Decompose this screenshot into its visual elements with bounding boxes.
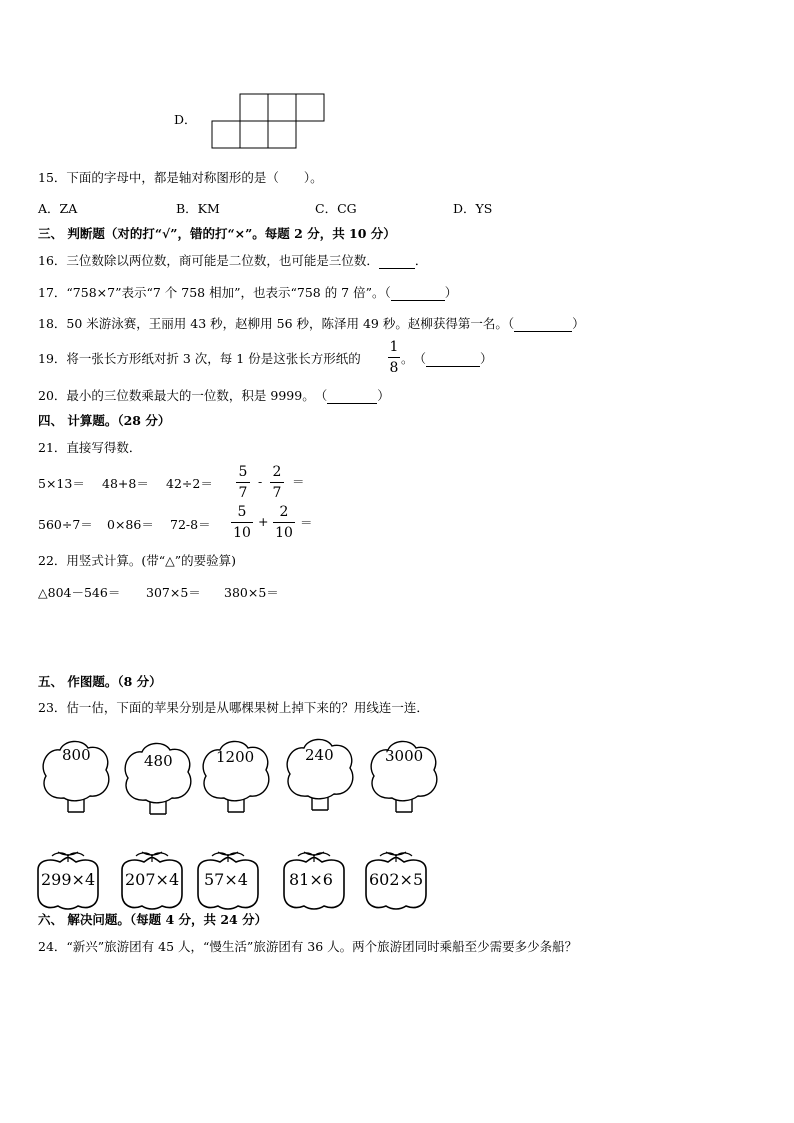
q21-row1-operator: - <box>258 474 263 489</box>
tree-label[interactable]: 480 <box>144 752 173 770</box>
tree-label[interactable]: 240 <box>305 746 334 764</box>
section5-heading: 五、 作图题。（8 分） <box>38 674 162 689</box>
q18-question <box>38 314 585 332</box>
fraction-denominator: 10 <box>233 525 251 541</box>
q19-answer-blank[interactable] <box>426 351 480 367</box>
q15-option-d[interactable]: D．YS <box>453 201 493 216</box>
q21-item: 5×13＝ <box>38 476 85 491</box>
q18-text: 18．50 米游泳赛，王丽用 43 秒，赵柳用 56 秒，陈泽用 49 秒。赵柳获得第一名。（ <box>38 316 515 331</box>
q22-question: 22．用竖式计算。(带“△”的要验算) <box>38 553 237 568</box>
fraction-denominator: 7 <box>272 485 282 501</box>
fraction-numerator: 2 <box>272 464 282 480</box>
q16-text: 16．三位数除以两位数，商可能是二位数，也可能是三位数． <box>38 253 379 268</box>
q21-row1-fraction-a <box>236 465 250 500</box>
q19-fraction-numerator: 1 <box>389 339 399 355</box>
q20-text: 20．最小的三位数乘最大的一位数，积是 9999。 （ <box>38 388 328 403</box>
fraction-bar <box>270 482 284 483</box>
section6-heading: 六、 解决问题。（每题 4 分，共 24 分） <box>38 912 268 927</box>
q19-after: 。 （ <box>401 351 427 366</box>
q15-option-c[interactable]: C．CG <box>315 201 357 216</box>
q18-answer-blank[interactable] <box>514 316 572 332</box>
fraction-bar <box>273 522 295 523</box>
q21-row2-fraction-b <box>273 505 295 540</box>
q15-option-b[interactable]: B．KM <box>176 201 220 216</box>
q20-answer-blank[interactable] <box>327 388 377 404</box>
q21-row2-equals: ＝ <box>300 515 313 530</box>
q19-question: 19．将一张长方形纸对折 3 次，每 1 份是这张长方形纸的 <box>38 351 361 366</box>
q17-end: ） <box>444 285 458 300</box>
q15-option-a[interactable]: A．ZA <box>38 201 78 216</box>
fraction-denominator: 7 <box>238 485 248 501</box>
q22-item: △804－546＝ <box>38 585 121 600</box>
q23-question: 23．估一估，下面的苹果分别是从哪棵果树上掉下来的？用线连一连． <box>38 700 429 715</box>
q21-row2-fraction-a <box>231 505 253 540</box>
q17-answer-blank[interactable] <box>391 285 445 301</box>
q19-fraction <box>388 340 400 375</box>
q16-end: ． <box>414 253 428 268</box>
tree-label[interactable]: 800 <box>62 746 91 764</box>
apple-label[interactable]: 207×4 <box>125 870 180 889</box>
q19-fraction-bar <box>388 357 400 358</box>
fraction-bar <box>231 522 253 523</box>
cube-net-figure <box>210 93 330 153</box>
apple-label[interactable]: 81×6 <box>289 870 333 889</box>
section3-heading: 三、 判断题（对的打“√”，错的打“×”。每题 2 分，共 10 分） <box>38 226 396 241</box>
q21-item: 42÷2＝ <box>166 476 213 491</box>
fraction-numerator: 5 <box>237 504 247 520</box>
q21-row1-equals: ＝ <box>292 474 305 489</box>
q21-item: 48+8＝ <box>102 476 149 491</box>
q17-text: 17．“758×7”表示“7 个 758 相加”，也表示“758 的 7 倍”。（ <box>38 285 391 300</box>
q15-question: 15．下面的字母中，都是轴对称图形的是（ ）。 <box>38 170 323 185</box>
section4-heading: 四、 计算题。（28 分） <box>38 413 171 428</box>
trees-row <box>0 728 794 838</box>
q21-question: 21．直接写得数． <box>38 440 142 455</box>
q21-row2-operator: + <box>258 514 269 529</box>
fraction-numerator: 2 <box>279 504 289 520</box>
fraction-denominator: 10 <box>275 525 293 541</box>
q19-tail <box>401 349 493 367</box>
fraction-numerator: 5 <box>238 464 248 480</box>
q14-option-d-label: D． <box>174 112 197 127</box>
apple-label[interactable]: 602×5 <box>369 870 424 889</box>
q24-question: 24．“新兴”旅游团有 45 人，“慢生活”旅游团有 36 人。两个旅游团同时乘船至少需要多少条船？ <box>38 939 578 954</box>
q20-question <box>38 386 390 404</box>
tree-label[interactable]: 3000 <box>385 747 424 765</box>
q20-end: ） <box>377 388 390 403</box>
q22-item: 380×5＝ <box>224 585 279 600</box>
q21-item: 0×86＝ <box>107 517 154 532</box>
q19-end: ） <box>480 351 493 366</box>
q19-fraction-denominator: 8 <box>389 360 399 376</box>
q17-question <box>38 283 457 301</box>
q18-end: ） <box>572 316 585 331</box>
q16-question <box>38 251 427 269</box>
apple-label[interactable]: 57×4 <box>204 870 248 889</box>
apple-label[interactable]: 299×4 <box>41 870 96 889</box>
fraction-bar <box>236 482 250 483</box>
q21-item: 72-8＝ <box>170 517 211 532</box>
q21-item: 560÷7＝ <box>38 517 93 532</box>
q16-answer-blank[interactable] <box>379 253 415 269</box>
q22-item: 307×5＝ <box>146 585 201 600</box>
q21-row1-fraction-b <box>270 465 284 500</box>
tree-label[interactable]: 1200 <box>216 748 255 766</box>
